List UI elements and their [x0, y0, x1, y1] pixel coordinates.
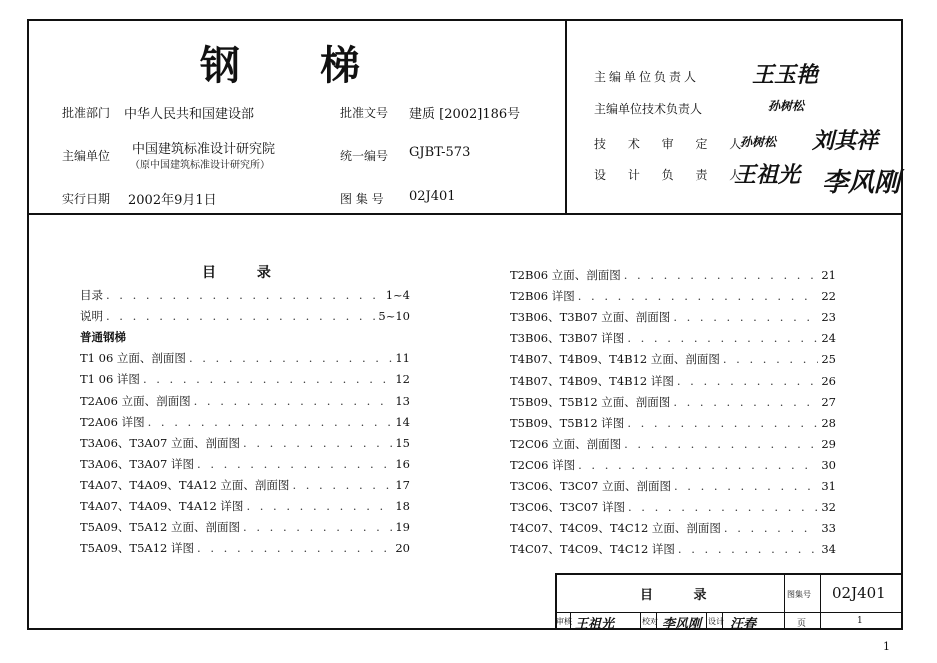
- toc-entry-page: 29: [821, 436, 836, 451]
- toc-entry-page: 16: [395, 456, 410, 471]
- toc-entry-page: 11: [395, 351, 410, 366]
- design-signature: 汪春: [730, 617, 757, 632]
- toc-entry-name: T4A07、T4A09、T4A12 详图: [80, 499, 244, 513]
- title-block-col-line-1: [784, 574, 785, 630]
- toc-entry-name: T5B09、T5B12 立面、剖面图: [510, 394, 671, 409]
- design-label: 设计: [708, 617, 724, 626]
- toc-leader-dots: [673, 310, 818, 324]
- title-block-col-line-6: [706, 612, 707, 630]
- toc-entry: [510, 457, 836, 473]
- toc-entry: [80, 519, 410, 535]
- responsible-3-label: 技 术 审 定 人: [594, 137, 751, 151]
- toc-entry-name: T3A06、T3A07 立面、剖面图: [80, 435, 241, 450]
- title-block-col-line-4: [640, 612, 641, 630]
- toc-entry: [510, 330, 836, 346]
- toc-entry-name: T4C07、T4C09、T4C12 详图: [510, 542, 675, 557]
- toc-leader-dots: [197, 541, 392, 555]
- approval-dept-label: 批准部门: [62, 106, 111, 120]
- review-label: 审核: [556, 617, 572, 626]
- toc-heading: 目 录: [202, 265, 289, 281]
- editor-unit-value: 中国建筑标准设计研究院: [132, 142, 276, 157]
- toc-leader-dots: [189, 351, 392, 365]
- toc-entry: [510, 394, 836, 410]
- toc-entry: [80, 456, 410, 472]
- toc-entry: [510, 288, 836, 304]
- toc-leader-dots: [674, 479, 818, 493]
- responsible-1-label: 主编单位负责人: [594, 70, 700, 84]
- approval-no-label: 批准文号: [340, 106, 389, 120]
- toc-entry-name: 普通钢梯: [80, 330, 126, 345]
- toc-entry-name: T5A09、T5A12 详图: [80, 541, 195, 556]
- toc-entry-page: 12: [395, 372, 410, 387]
- toc-leader-dots: [243, 436, 392, 450]
- toc-entry-page: 20: [395, 541, 410, 556]
- toc-entry-page: 22: [821, 289, 836, 304]
- check-label: 校对: [642, 617, 658, 626]
- toc-entry-page: 30: [821, 457, 836, 472]
- toc-entry: [510, 267, 836, 283]
- header-bottom-line: [27, 213, 903, 215]
- toc-entry: [80, 498, 410, 514]
- toc-entry: [80, 477, 410, 493]
- toc-entry: [80, 287, 410, 303]
- toc-entry-page: 25: [821, 352, 836, 367]
- toc-entry-name: T4A07、T4A09、T4A12 立面、剖面图: [80, 477, 290, 492]
- responsible-1-signature: 王玉艳: [752, 62, 819, 88]
- toc-leader-dots: [723, 352, 818, 366]
- toc-leader-dots: [624, 268, 819, 282]
- effective-date-value: 2002年9月1日: [128, 193, 217, 208]
- check-signature: 李风刚: [662, 617, 702, 632]
- responsible-4-label: 设 计 负 责 人: [594, 168, 751, 182]
- toc-entry-name: T2B06 详图: [510, 289, 575, 304]
- toc-entry-page: 13: [395, 393, 410, 408]
- page-title-left: 钢: [200, 43, 240, 89]
- toc-leader-dots: [627, 331, 818, 345]
- toc-entry-name: T5A09、T5A12 立面、剖面图: [80, 520, 241, 535]
- toc-entry-name: T3B06、T3B07 详图: [510, 331, 625, 346]
- toc-entry-name: T4B07、T4B09、T4B12 立面、剖面图: [510, 352, 720, 367]
- toc-entry-page: 32: [821, 500, 836, 515]
- toc-entry: [80, 329, 410, 345]
- toc-leader-dots: [624, 437, 818, 451]
- toc-entry-name: T3C06、T3C07 详图: [510, 500, 625, 515]
- toc-entry-name: 目录: [80, 288, 103, 302]
- toc-entry-name: T1 06 详图: [80, 372, 140, 387]
- toc-entry-name: T5B09、T5B12 详图: [510, 415, 625, 430]
- responsible-3-signature-a: 孙树松: [740, 135, 777, 149]
- toc-entry: [80, 371, 410, 387]
- toc-leader-dots: [627, 416, 818, 430]
- effective-date-label: 实行日期: [62, 192, 111, 206]
- toc-leader-dots: [724, 521, 818, 535]
- toc-leader-dots: [578, 458, 818, 472]
- toc-entry-name: T1 06 立面、剖面图: [80, 351, 186, 366]
- page-value: 1: [857, 616, 863, 626]
- responsible-3-signature-b: 刘其祥: [812, 128, 879, 154]
- page-title-right: 梯: [320, 43, 360, 89]
- toc-entry-name: T4B07、T4B09、T4B12 详图: [510, 373, 674, 388]
- toc-entry-page: 14: [395, 414, 410, 429]
- toc-entry-page: 1~4: [385, 288, 410, 302]
- toc-leader-dots: [628, 500, 818, 514]
- editor-unit-sub: （原中国建筑标准设计研究所）: [130, 160, 270, 171]
- toc-entry: [510, 351, 836, 367]
- toc-entry-page: 34: [821, 542, 836, 557]
- page-label: 页: [797, 619, 807, 629]
- toc-leader-dots: [292, 478, 392, 492]
- toc-entry: [80, 435, 410, 451]
- corner-page-number: 1: [883, 640, 890, 653]
- title-block-atlas-label: 图集号: [787, 590, 811, 599]
- toc-entry-name: T3B06、T3B07 立面、剖面图: [510, 310, 671, 325]
- toc-entry-page: 27: [821, 394, 836, 409]
- toc-entry-page: 21: [821, 268, 836, 282]
- toc-entry-page: 24: [821, 331, 836, 346]
- toc-entry-page: 28: [821, 415, 836, 430]
- toc-entry-name: T2C06 立面、剖面图: [510, 436, 622, 451]
- toc-leader-dots: [106, 288, 383, 302]
- toc-entry: [510, 415, 836, 431]
- toc-entry-name: T2C06 详图: [510, 457, 576, 472]
- title-block-atlas-value: 02J401: [832, 584, 886, 602]
- toc-leader-dots: [578, 289, 819, 303]
- toc-entry-page: 18: [395, 499, 410, 513]
- toc-entry-name: T2A06 详图: [80, 414, 145, 429]
- toc-leader-dots: [148, 415, 393, 429]
- atlas-no-value: 02J401: [409, 189, 456, 204]
- review-signature: 王祖光: [575, 617, 615, 632]
- toc-entry-name: T4C07、T4C09、T4C12 立面、剖面图: [510, 521, 721, 536]
- toc-entry-name: T2B06 立面、剖面图: [510, 268, 621, 282]
- toc-leader-dots: [678, 542, 818, 556]
- toc-entry-page: 26: [821, 373, 836, 388]
- approval-no-value: 建质 [2002]186号: [409, 107, 521, 122]
- toc-entry: [80, 308, 410, 324]
- toc-entry-page: 23: [821, 310, 836, 325]
- toc-leader-dots: [677, 374, 818, 388]
- toc-leader-dots: [143, 372, 392, 386]
- editor-unit-label: 主编单位: [62, 149, 111, 163]
- toc-entry: [510, 436, 836, 452]
- toc-entry: [510, 478, 836, 494]
- toc-entry-page: 5~10: [378, 309, 410, 324]
- toc-entry: [510, 499, 836, 515]
- toc-entry: [80, 414, 410, 430]
- toc-leader-dots: [243, 520, 392, 534]
- toc-entry: [80, 350, 410, 366]
- unified-no-value: GJBT-573: [409, 145, 471, 160]
- atlas-no-label: 图 集 号: [340, 192, 384, 206]
- toc-leader-dots: [106, 309, 375, 323]
- toc-entry-name: T3A06、T3A07 详图: [80, 456, 195, 471]
- responsible-4-signature-b: 李风刚: [822, 168, 901, 198]
- responsible-4-signature-a: 王祖光: [734, 162, 801, 188]
- toc-entry: [80, 540, 410, 556]
- toc-leader-dots: [197, 457, 392, 471]
- approval-dept-value: 中华人民共和国建设部: [124, 107, 255, 122]
- header-divider: [565, 19, 567, 214]
- toc-entry-page: 31: [821, 479, 836, 493]
- toc-entry-page: 19: [395, 520, 410, 535]
- toc-leader-dots: [673, 395, 818, 409]
- toc-entry-page: 17: [395, 477, 410, 492]
- toc-entry-name: T2A06 立面、剖面图: [80, 393, 191, 408]
- responsible-2-signature: 孙树松: [768, 99, 805, 113]
- title-block-col-line-2: [820, 574, 821, 630]
- toc-entry-page: 33: [821, 521, 836, 536]
- toc-entry: [80, 393, 410, 409]
- toc-entry: [510, 309, 836, 325]
- unified-no-label: 统一编号: [340, 149, 389, 163]
- toc-leader-dots: [246, 499, 392, 513]
- title-block-title: 目 录: [640, 588, 725, 603]
- toc-entry: [510, 520, 836, 536]
- toc-entry-name: T3C06、T3C07 立面、剖面图: [510, 479, 671, 493]
- toc-leader-dots: [194, 394, 393, 408]
- toc-entry-name: 说明: [80, 309, 103, 324]
- toc-entry: [510, 373, 836, 389]
- toc-entry-page: 15: [395, 435, 410, 450]
- toc-entry: [510, 541, 836, 557]
- responsible-2-label: 主编单位技术负责人: [594, 102, 703, 116]
